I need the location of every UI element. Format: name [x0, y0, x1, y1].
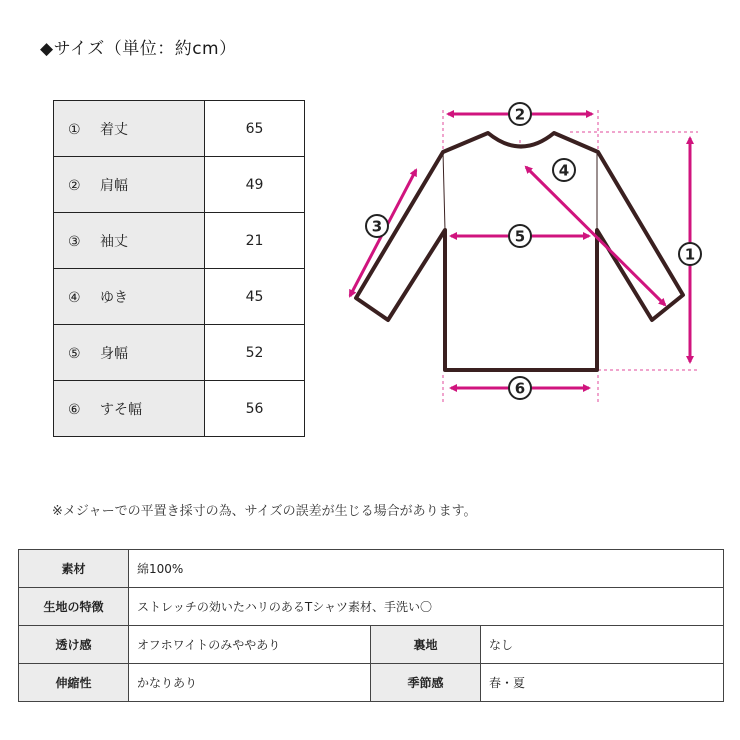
size-label-cell — [54, 325, 205, 381]
size-label: 着丈 — [100, 121, 128, 138]
row-number: ③ — [68, 233, 81, 250]
row-number: ② — [68, 177, 81, 194]
marker-6 — [509, 377, 531, 399]
table-row — [54, 325, 305, 381]
table-row — [19, 626, 724, 664]
table-row — [19, 550, 724, 588]
table-row — [19, 664, 724, 702]
size-label-cell — [54, 101, 205, 157]
spec-label: 裏地 — [371, 626, 481, 664]
size-label: 肩幅 — [100, 177, 128, 194]
size-label-cell — [54, 381, 205, 437]
table-row — [19, 588, 724, 626]
size-table — [53, 100, 305, 437]
table-row — [54, 269, 305, 325]
svg-text:5: 5 — [514, 227, 526, 246]
spec-value: 春・夏 — [481, 664, 724, 702]
spec-value: かなりあり — [129, 664, 371, 702]
size-label: すそ幅 — [100, 401, 142, 418]
row-number: ① — [68, 121, 81, 138]
tshirt-diagram — [330, 90, 710, 420]
spec-value: 綿100% — [129, 550, 724, 588]
size-value: 65 — [205, 101, 305, 157]
size-label: ゆき — [100, 289, 128, 306]
spec-value: オフホワイトのみややあり — [129, 626, 371, 664]
marker-5 — [509, 225, 531, 247]
size-label-cell — [54, 213, 205, 269]
marker-4 — [553, 159, 575, 181]
spec-label: 素材 — [19, 550, 129, 588]
spec-value: なし — [481, 626, 724, 664]
row-number: ⑤ — [68, 345, 81, 362]
marker-2 — [509, 103, 531, 125]
spec-label: 透け感 — [19, 626, 129, 664]
table-row — [54, 101, 305, 157]
spec-label: 伸縮性 — [19, 664, 129, 702]
spec-table — [18, 549, 724, 702]
row-number: ④ — [68, 289, 81, 306]
size-value: 21 — [205, 213, 305, 269]
spec-value: ストレッチの効いたハリのあるTシャツ素材、手洗い〇 — [129, 588, 724, 626]
spec-label: 生地の特徴 — [19, 588, 129, 626]
size-value: 49 — [205, 157, 305, 213]
size-label-cell — [54, 269, 205, 325]
table-row — [54, 381, 305, 437]
size-value: 52 — [205, 325, 305, 381]
svg-text:6: 6 — [514, 379, 526, 398]
row-number: ⑥ — [68, 401, 81, 418]
marker-3 — [366, 215, 388, 237]
size-label-cell — [54, 157, 205, 213]
size-heading: ◆サイズ（単位：約cm） — [40, 39, 237, 59]
tshirt-outline — [356, 133, 683, 370]
spec-label: 季節感 — [371, 664, 481, 702]
size-value: 56 — [205, 381, 305, 437]
marker-1 — [679, 243, 701, 265]
size-value: 45 — [205, 269, 305, 325]
svg-text:4: 4 — [558, 161, 570, 180]
measurement-note: ※メジャーでの平置き採寸の為、サイズの誤差が生じる場合があります。 — [52, 504, 477, 519]
svg-text:2: 2 — [514, 105, 526, 124]
size-label: 袖丈 — [100, 233, 128, 250]
svg-text:3: 3 — [371, 217, 383, 236]
svg-text:1: 1 — [684, 245, 696, 264]
table-row — [54, 157, 305, 213]
table-row — [54, 213, 305, 269]
size-label: 身幅 — [100, 345, 128, 362]
